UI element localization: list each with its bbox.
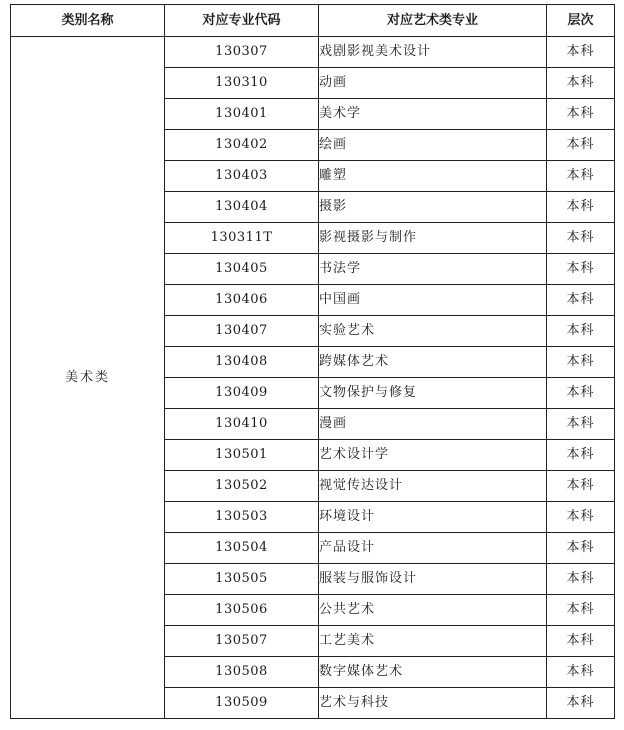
major-code-cell: 130402 bbox=[165, 130, 319, 161]
major-code-cell: 130408 bbox=[165, 347, 319, 378]
art-major-cell: 视觉传达设计 bbox=[319, 471, 547, 502]
level-cell: 本科 bbox=[547, 99, 615, 130]
art-major-cell: 雕塑 bbox=[319, 161, 547, 192]
art-major-cell: 美术学 bbox=[319, 99, 547, 130]
art-major-cell: 产品设计 bbox=[319, 533, 547, 564]
level-cell: 本科 bbox=[547, 533, 615, 564]
level-cell: 本科 bbox=[547, 626, 615, 657]
level-cell: 本科 bbox=[547, 254, 615, 285]
level-cell: 本科 bbox=[547, 285, 615, 316]
level-cell: 本科 bbox=[547, 595, 615, 626]
art-major-cell: 工艺美术 bbox=[319, 626, 547, 657]
level-cell: 本科 bbox=[547, 130, 615, 161]
level-cell: 本科 bbox=[547, 378, 615, 409]
header-art-major: 对应艺术类专业 bbox=[319, 5, 547, 37]
level-cell: 本科 bbox=[547, 409, 615, 440]
level-cell: 本科 bbox=[547, 688, 615, 719]
major-code-cell: 130310 bbox=[165, 68, 319, 99]
level-cell: 本科 bbox=[547, 502, 615, 533]
table-header bbox=[11, 5, 615, 37]
table-body bbox=[11, 37, 615, 719]
major-code-cell: 130504 bbox=[165, 533, 319, 564]
level-cell: 本科 bbox=[547, 657, 615, 688]
major-code-cell: 130502 bbox=[165, 471, 319, 502]
level-cell: 本科 bbox=[547, 316, 615, 347]
art-major-cell: 动画 bbox=[319, 68, 547, 99]
art-major-cell: 实验艺术 bbox=[319, 316, 547, 347]
major-code-cell: 130403 bbox=[165, 161, 319, 192]
art-major-cell: 中国画 bbox=[319, 285, 547, 316]
major-code-cell: 130407 bbox=[165, 316, 319, 347]
art-major-cell: 漫画 bbox=[319, 409, 547, 440]
header-row bbox=[11, 5, 615, 37]
major-code-cell: 130404 bbox=[165, 192, 319, 223]
major-code-cell: 130506 bbox=[165, 595, 319, 626]
major-code-cell: 130406 bbox=[165, 285, 319, 316]
art-major-cell: 环境设计 bbox=[319, 502, 547, 533]
level-cell: 本科 bbox=[547, 37, 615, 68]
major-code-cell: 130503 bbox=[165, 502, 319, 533]
major-code-cell: 130508 bbox=[165, 657, 319, 688]
art-major-cell: 戏剧影视美术设计 bbox=[319, 37, 547, 68]
art-major-cell: 公共艺术 bbox=[319, 595, 547, 626]
level-cell: 本科 bbox=[547, 223, 615, 254]
major-code-cell: 130405 bbox=[165, 254, 319, 285]
art-major-cell: 跨媒体艺术 bbox=[319, 347, 547, 378]
level-cell: 本科 bbox=[547, 68, 615, 99]
art-major-cell: 艺术设计学 bbox=[319, 440, 547, 471]
major-code-cell: 130401 bbox=[165, 99, 319, 130]
level-cell: 本科 bbox=[547, 564, 615, 595]
major-code-cell: 130311T bbox=[165, 223, 319, 254]
art-major-cell: 服装与服饰设计 bbox=[319, 564, 547, 595]
header-major-code: 对应专业代码 bbox=[165, 5, 319, 37]
art-major-cell: 绘画 bbox=[319, 130, 547, 161]
header-level: 层次 bbox=[547, 5, 615, 37]
art-major-cell: 影视摄影与制作 bbox=[319, 223, 547, 254]
major-code-cell: 130307 bbox=[165, 37, 319, 68]
category-cell: 美术类 bbox=[11, 37, 165, 719]
major-code-cell: 130505 bbox=[165, 564, 319, 595]
art-major-cell: 摄影 bbox=[319, 192, 547, 223]
major-code-cell: 130409 bbox=[165, 378, 319, 409]
table-row bbox=[11, 37, 615, 68]
major-code-cell: 130507 bbox=[165, 626, 319, 657]
major-code-cell: 130410 bbox=[165, 409, 319, 440]
major-code-cell: 130509 bbox=[165, 688, 319, 719]
level-cell: 本科 bbox=[547, 192, 615, 223]
art-major-cell: 文物保护与修复 bbox=[319, 378, 547, 409]
major-code-cell: 130501 bbox=[165, 440, 319, 471]
level-cell: 本科 bbox=[547, 440, 615, 471]
level-cell: 本科 bbox=[547, 161, 615, 192]
header-category: 类别名称 bbox=[11, 5, 165, 37]
level-cell: 本科 bbox=[547, 471, 615, 502]
level-cell: 本科 bbox=[547, 347, 615, 378]
art-majors-table bbox=[10, 4, 615, 719]
art-major-cell: 数字媒体艺术 bbox=[319, 657, 547, 688]
art-major-cell: 书法学 bbox=[319, 254, 547, 285]
art-major-cell: 艺术与科技 bbox=[319, 688, 547, 719]
